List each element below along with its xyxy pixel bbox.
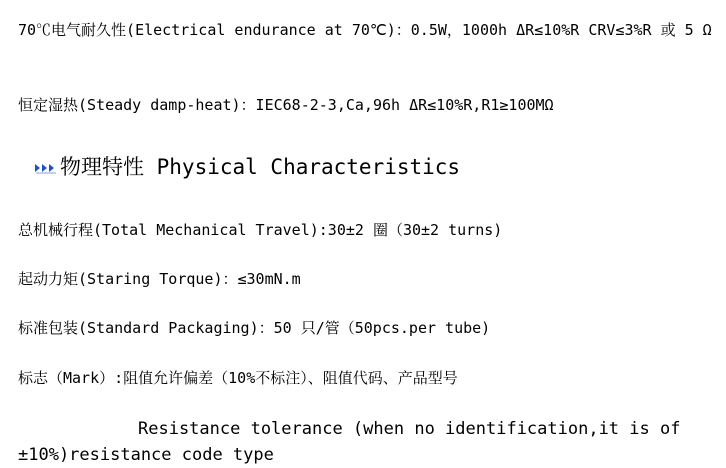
total-mechanical-travel-line: 总机械行程(Total Mechanical Travel):30±2 圈（30±2 turns) <box>18 221 503 239</box>
starting-torque-line: 起动力矩(Staring Torque)：≤30mN.m <box>18 270 301 288</box>
section-heading-text: 物理特性 Physical Characteristics <box>60 155 461 179</box>
section-heading <box>34 152 718 182</box>
mark-english-line <box>18 416 718 468</box>
steady-damp-heat-line: 恒定湿热(Steady damp-heat)：IEC68-2-3,Ca,96h ΔR≤10%R,R1≥100MΩ <box>18 96 554 114</box>
mark-english-text: Resistance tolerance (when no identification,it is of ±10%)resistance code type <box>18 419 681 465</box>
electrical-endurance-line: 70℃电气耐久性(Electrical endurance at 70℃)：0.5W，1000h ΔR≤10%R CRV≤3%R 或 5 Ω <box>18 21 712 39</box>
triple-arrow-bullet-icon <box>34 153 58 167</box>
standard-packaging-line: 标准包装(Standard Packaging)：50 只/管（50pcs.per tube) <box>18 319 491 337</box>
mark-line: 标志（Mark）:阻值允许偏差（10%不标注）、阻值代码、产品型号 <box>18 369 458 387</box>
